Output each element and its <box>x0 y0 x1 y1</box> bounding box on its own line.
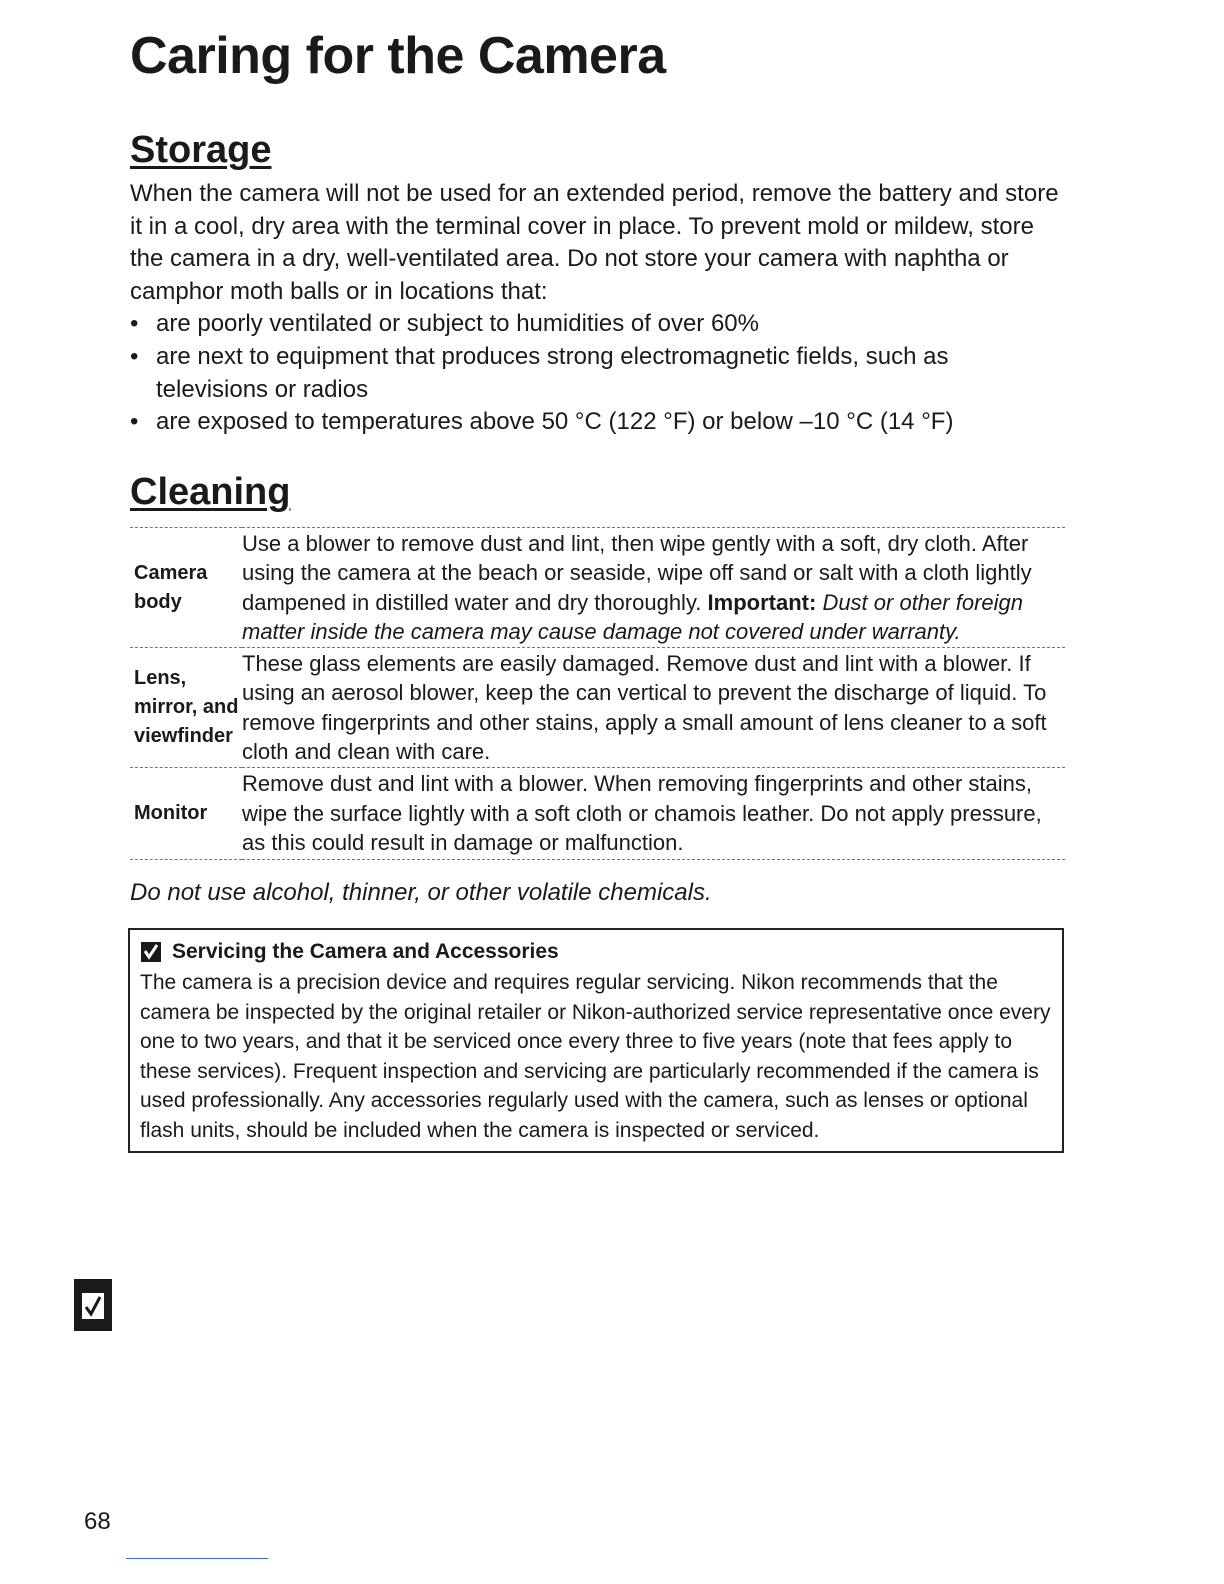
row-label-lens-mirror-viewfinder: Lens, mirror, and viewfinder <box>130 648 242 768</box>
cleaning-heading: Cleaning <box>130 471 291 513</box>
row-description: These glass elements are easily damaged. Remove dust and lint with a blower. If using an aerosol blower, keep the can vertical to prevent the discharge of liquid. To remove fingerprints and other stains, apply a small amount of lens cleaner to a soft cloth and clean with care. <box>242 648 1065 768</box>
important-text: Dust or other foreign matter inside the camera may cause damage not covered under warranty. <box>242 589 1023 644</box>
storage-bullet: • are poorly ventilated or subject to humidities of over 60% <box>130 308 1060 341</box>
chemical-warning: Do not use alcohol, thinner, or other volatile chemicals. <box>130 879 712 906</box>
servicing-note-box <box>128 928 1064 1153</box>
row-label-camera-body: Camera body <box>130 528 242 648</box>
storage-section <box>130 178 1060 439</box>
note-title-row <box>140 936 1052 968</box>
page-title: Caring for the Camera <box>130 27 666 85</box>
table-row <box>130 768 1065 860</box>
storage-bullet: • are next to equipment that produces strong electromagnetic fields, such as televisions or radios <box>130 341 1060 406</box>
row-text: Use a blower to remove dust and lint, then wipe gently with a soft, dry cloth. After using the camera at the beach or seaside, wipe off sand or salt with a cloth lightly dampened in distilled water and dry thoroughly. <box>242 530 1032 615</box>
storage-bullet: • are exposed to temperatures above 50 °C (122 °F) or below –10 °C (14 °F) <box>130 406 1060 439</box>
storage-bullet-list <box>130 308 1060 438</box>
table-row <box>130 648 1065 768</box>
row-label-monitor: Monitor <box>130 768 242 860</box>
row-description <box>242 528 1065 648</box>
important-label: Important: <box>707 589 817 615</box>
row-description: Remove dust and lint with a blower. When removing fingerprints and other stains, wipe the surface lightly with a soft cloth or chamois leather. Do not apply pressure, as this could result in damage or malfunction. <box>242 768 1065 860</box>
cleaning-table <box>130 527 1065 860</box>
page-number: 68 <box>84 1508 111 1535</box>
storage-heading: Storage <box>130 129 272 171</box>
bottom-divider <box>126 1558 268 1559</box>
section-tab-icon <box>74 1279 112 1331</box>
check-note-icon <box>140 941 162 963</box>
table-row <box>130 528 1065 648</box>
note-title: Servicing the Camera and Accessories <box>172 940 559 963</box>
storage-intro: When the camera will not be used for an extended period, remove the battery and store it in a cool, dry area with the terminal cover in place. To prevent mold or mildew, store the camera in a dry, well-ventilated area. Do not store your camera with naphtha or camphor moth balls or in locations that: <box>130 180 1059 305</box>
note-body: The camera is a precision device and requires regular servicing. Nikon recommends that the camera be inspected by the original retailer or Nikon-authorized service representative once every one to two years, and that it be serviced once every three to five years (note that fees apply to these services). Frequent inspection and servicing are particularly recommended if the camera is used professionally. Any accessories regularly used with the camera, such as lenses or optional flash units, should be included when the camera is inspected or serviced. <box>140 971 1051 1142</box>
